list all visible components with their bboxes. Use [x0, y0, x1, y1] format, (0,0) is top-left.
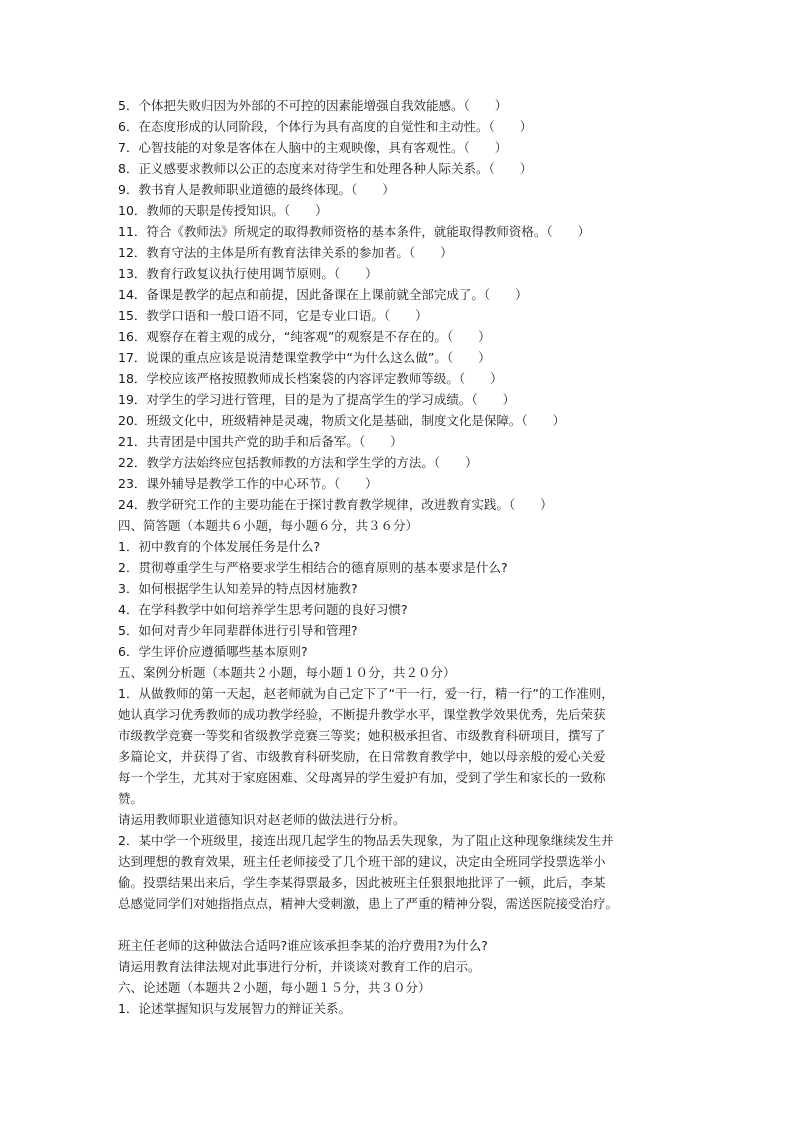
tf-item-20: 20．班级文化中，班级精神是灵魂，物质文化是基础，制度文化是保障。（ ）: [118, 413, 566, 428]
essay-section: [118, 977, 698, 1019]
question-item: 1．论述掌握知识与发展智力的辩证关系。: [118, 1001, 351, 1016]
tf-item-21: 21．共青团是中国共产党的助手和后备军。（ ）: [118, 434, 403, 449]
case2-question: 请运用教育法律法规对此事进行分析，并谈谈对教育工作的启示。: [118, 959, 481, 974]
case2-line: 达到理想的教育效果，班主任老师接受了几个班干部的建议，决定由全班同学投票选举小: [118, 854, 606, 869]
tf-item-16: 16．观察存在着主观的成分，“纯客观”的观察是不存在的。（ ）: [118, 329, 491, 344]
case-analysis-section: [118, 662, 698, 977]
tf-item-10: 10．教师的天职是传授知识。（ ）: [118, 203, 328, 218]
question-item: 1．初中教育的个体发展任务是什么?: [118, 539, 321, 554]
section-heading: 六、论述题（本题共２小题，每小题１５分，共３０分）: [118, 980, 431, 995]
tf-item-18: 18．学校应该严格按照教师成长档案袋的内容评定教师等级。（ ）: [118, 371, 503, 386]
spacer: [118, 914, 698, 935]
tf-item-8: 8．正义感要求教师以公正的态度来对待学生和处理各种人际关系。（ ）: [118, 161, 533, 176]
case2-line: 偷。投票结果出来后，学生李某得票最多，因此被班主任狠狠地批评了一顿，此后，李某: [118, 875, 606, 890]
case1-line: 她认真学习优秀教师的成功教学经验，不断提升教学水平，课堂教学效果优秀，先后荣获: [118, 707, 606, 722]
question-item: 2．贯彻尊重学生与严格要求学生相结合的德育原则的基本要求是什么?: [118, 560, 508, 575]
exam-page: [118, 95, 698, 1019]
tf-item-23: 23．课外辅导是教学工作的中心环节。（ ）: [118, 476, 378, 491]
tf-item-19: 19．对学生的学习进行管理，目的是为了提高学生的学习成绩。（ ）: [118, 392, 516, 407]
case1-line: 赞。: [118, 791, 144, 806]
case1-line: 多篇论文，并获得了省、市级教育科研奖励，在日常教育教学中，她以母亲般的爱心关爱: [118, 749, 606, 764]
question-item: 3．如何根据学生认知差异的特点因材施教?: [118, 581, 358, 596]
tf-item-13: 13．教育行政复议执行使用调节原则。（ ）: [118, 266, 378, 281]
section-heading: 五、案例分析题（本题共２小题，每小题１０分，共２０分）: [118, 665, 456, 680]
case2-line: 总感觉同学们对她指指点点，精神大受刺激，患上了严重的精神分裂，需送医院接受治疗。: [118, 896, 619, 911]
tf-item-12: 12．教育守法的主体是所有教育法律关系的参加者。（ ）: [118, 245, 453, 260]
case1-line: 1．从做教师的第一天起，赵老师就为自己定下了“干一行，爱一行，精一行”的工作准则，: [118, 686, 614, 701]
true-false-list: [118, 95, 698, 515]
question-item: 5．如何对青少年同辈群体进行引导和管理?: [118, 623, 358, 638]
section-heading: 四、简答题（本题共６小题，每小题６分，共３６分）: [118, 518, 419, 533]
tf-item-22: 22．教学方法始终应包括教师教的方法和学生学的方法。（ ）: [118, 455, 478, 470]
tf-item-9: 9．教书育人是教师职业道德的最终体现。（ ）: [118, 182, 395, 197]
tf-item-15: 15．教学口语和一般口语不同，它是专业口语。（ ）: [118, 308, 428, 323]
tf-item-7: 7．心智技能的对象是客体在人脑中的主观映像，具有客观性。（ ）: [118, 140, 508, 155]
tf-item-14: 14．备课是教学的起点和前提，因此备课在上课前就全部完成了。（ ）: [118, 287, 528, 302]
tf-item-17: 17．说课的重点应该是说清楚课堂教学中“为什么这么做”。（ ）: [118, 350, 491, 365]
tf-item-6: 6．在态度形成的认同阶段，个体行为具有高度的自觉性和主动性。（ ）: [118, 119, 533, 134]
question-item: 6．学生评价应遵循哪些基本原则?: [118, 644, 308, 659]
case1-question: 请运用教师职业道德知识对赵老师的做法进行分析。: [118, 812, 406, 827]
tf-item-24: 24．教学研究工作的主要功能在于探讨教育教学规律，改进教育实践。（ ）: [118, 497, 553, 512]
case1-line: 市级教学竞赛一等奖和省级教学竞赛三等奖；她积极承担省、市级教育科研项目，撰写了: [118, 728, 606, 743]
case2-line: 2．某中学一个班级里，接连出现几起学生的物品丢失现象，为了阻止这种现象继续发生并: [118, 833, 614, 848]
case1-line: 每一个学生，尤其对于家庭困难、父母离异的学生爱护有加，受到了学生和家长的一致称: [118, 770, 606, 785]
short-answer-section: [118, 515, 698, 662]
tf-item-5: 5．个体把失败归因为外部的不可控的因素能增强自我效能感。（ ）: [118, 98, 508, 113]
case2-question: 班主任老师的这种做法合适吗?谁应该承担李某的治疗费用?为什么?: [118, 938, 488, 953]
tf-item-11: 11．符合《教师法》所规定的取得教师资格的基本条件，就能取得教师资格。（ ）: [118, 224, 591, 239]
question-item: 4．在学科教学中如何培养学生思考问题的良好习惯?: [118, 602, 408, 617]
